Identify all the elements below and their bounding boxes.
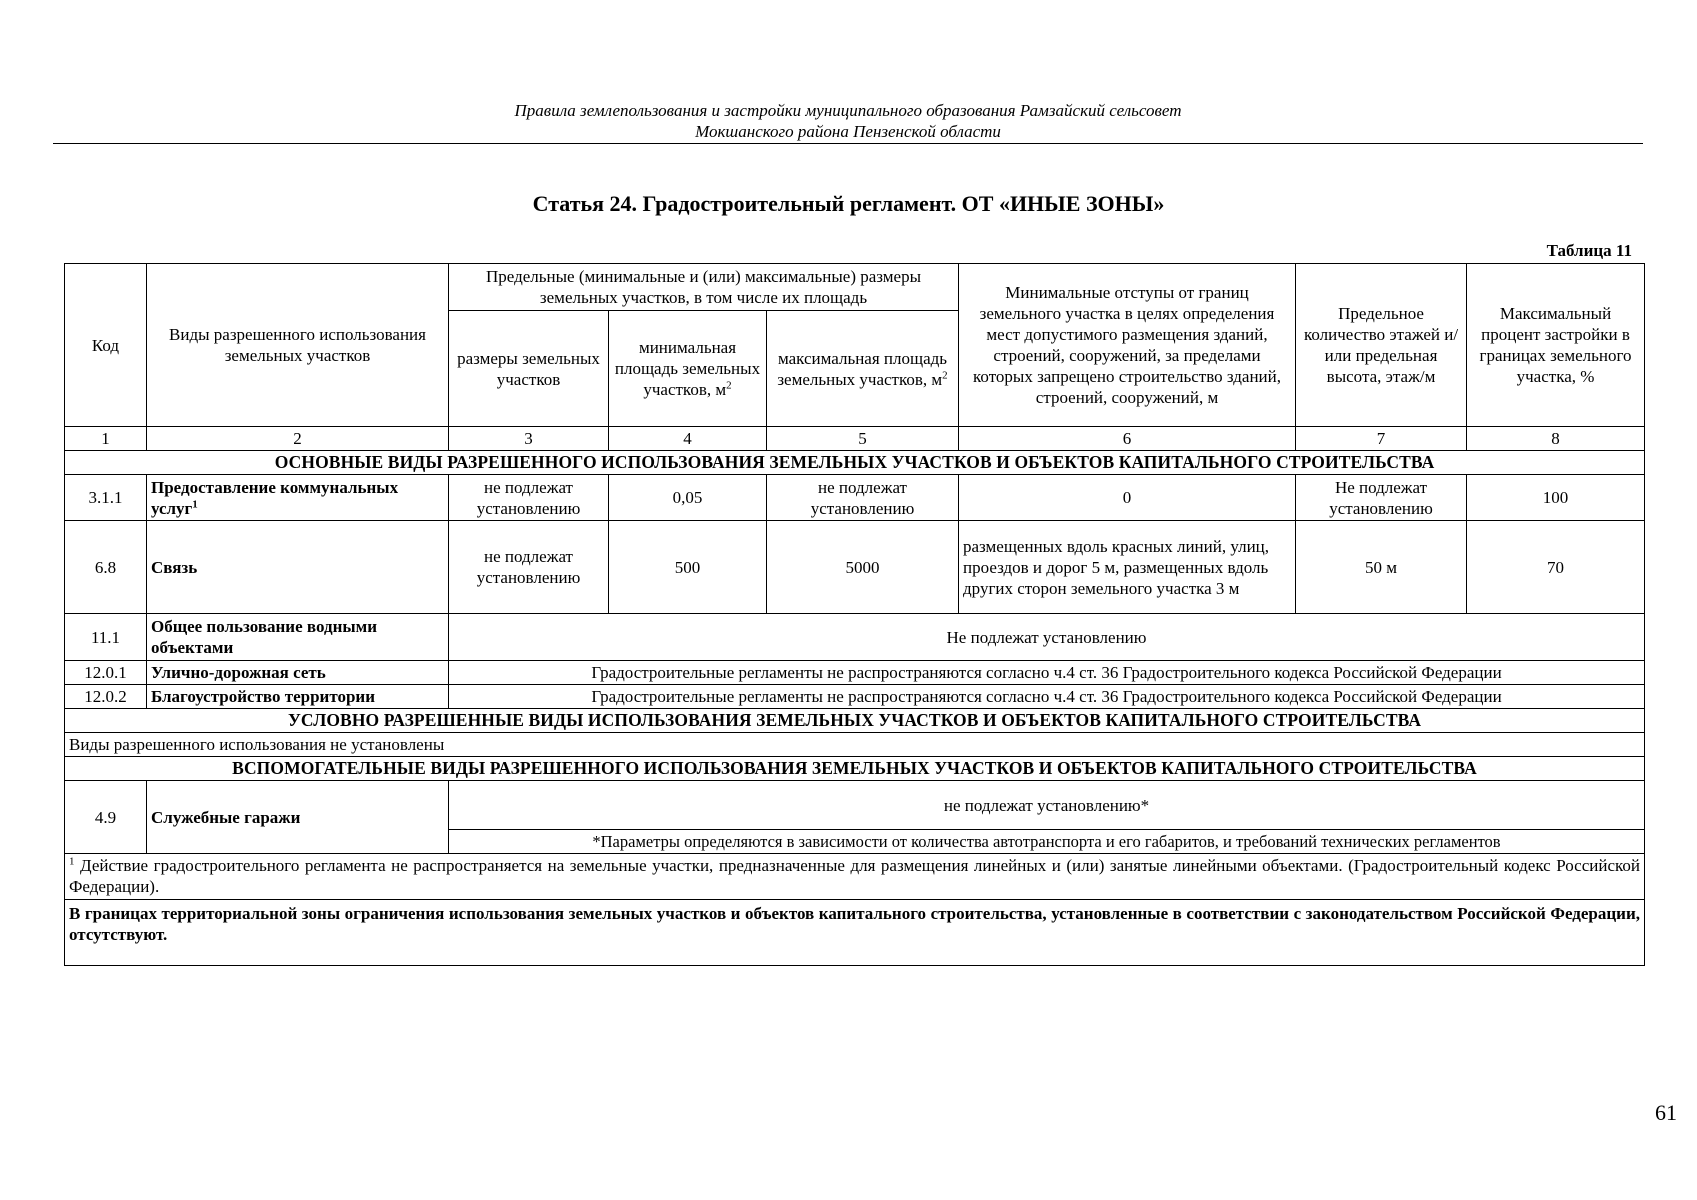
table-label: Таблица 11 [1546, 241, 1632, 260]
restrictions-note: В границах территориальной зоны ограничения использования земельных участков и объектов капитального строительства, установленные в соответствии с законодательством Российской Федерации, отсутствуют. [65, 900, 1645, 966]
page-number: 61 [1655, 1100, 1677, 1125]
col-number: 1 [65, 427, 147, 451]
regulation-table [64, 263, 1645, 966]
row-use-name: Связь [147, 521, 449, 614]
section-row-conditional [65, 709, 1645, 733]
row-use-name: Улично-дорожная сеть [147, 661, 449, 685]
table-row [65, 475, 1645, 521]
row-merged-value: Градостроительные регламенты не распространяются согласно ч.4 ст. 36 Градостроительного кодекса Российской Федерации [449, 661, 1645, 685]
column-number-row [65, 427, 1645, 451]
header-setbacks: Минимальные отступы от границ земельного участка в целях определения мест допустимого размещения зданий, строений, сооружений, за пределами которых запрещено строительство зданий, строений, сооружений, м [959, 264, 1296, 427]
table-row [65, 781, 1645, 830]
row-use-name: Общее пользование водными объектами [147, 614, 449, 661]
row-parameter-note: *Параметры определяются в зависимости от количества автотранспорта и его габаритов, и требований технических регламентов [449, 830, 1645, 854]
document-header [53, 100, 1643, 144]
row-use-name: Благоустройство территории [147, 685, 449, 709]
row-merged-value: Не подлежат установлению [449, 614, 1645, 661]
section-title-main: ОСНОВНЫЕ ВИДЫ РАЗРЕШЕННОГО ИСПОЛЬЗОВАНИЯ ЗЕМЕЛЬНЫХ УЧАСТКОВ И ОБЪЕКТОВ КАПИТАЛЬНОГО СТРОИТЕЛЬСТВА [65, 451, 1645, 475]
col-number: 8 [1467, 427, 1645, 451]
row-code: 3.1.1 [65, 475, 147, 521]
header-code: Код [65, 264, 147, 427]
table-row [65, 733, 1645, 757]
footnote [65, 854, 1645, 900]
table-row [65, 614, 1645, 661]
row-min-area: 0,05 [609, 475, 767, 521]
row-sizes: не подлежат установлению [449, 475, 609, 521]
section-title-auxiliary: ВСПОМОГАТЕЛЬНЫЕ ВИДЫ РАЗРЕШЕННОГО ИСПОЛЬЗОВАНИЯ ЗЕМЕЛЬНЫХ УЧАСТКОВ И ОБЪЕКТОВ КАПИТАЛЬНОГО СТРОИТЕЛЬСТВА [65, 757, 1645, 781]
table-header-row [65, 264, 1645, 311]
row-floors: 50 м [1296, 521, 1467, 614]
col-number: 5 [767, 427, 959, 451]
footnote-mark: 1 [69, 855, 75, 868]
table-row [65, 521, 1645, 614]
header-line-2: Мокшанского района Пензенской области [695, 122, 1001, 141]
row-code: 4.9 [65, 781, 147, 854]
header-line-1: Правила землепользования и застройки муниципального образования Рамзайский сельсовет [514, 101, 1182, 120]
row-code: 11.1 [65, 614, 147, 661]
section-title-conditional: УСЛОВНО РАЗРЕШЕННЫЕ ВИДЫ ИСПОЛЬЗОВАНИЯ ЗЕМЕЛЬНЫХ УЧАСТКОВ И ОБЪЕКТОВ КАПИТАЛЬНОГО СТРОИТЕЛЬСТВА [65, 709, 1645, 733]
table-row [65, 661, 1645, 685]
row-code: 6.8 [65, 521, 147, 614]
row-floors: Не подлежат установлению [1296, 475, 1467, 521]
col-number: 2 [147, 427, 449, 451]
row-use-name: Предоставление коммунальных услуг$^1$ [147, 475, 449, 521]
section-row-main [65, 451, 1645, 475]
footnote-text: Действие градостроительного регламента не распространяется на земельные участки, предназначенные для размещения линейных и (или) занятые линейными объектами. (Градостроительный кодекс Российской Федерации). [69, 856, 1641, 896]
row-use-name: Служебные гаражи [147, 781, 449, 854]
restrictions-row [65, 900, 1645, 966]
header-limits-group: Предельные (минимальные и (или) максимальные) размеры земельных участков, в том числе их площадь [449, 264, 959, 311]
header-use: Виды разрешенного использования земельных участков [147, 264, 449, 427]
row-setbacks: 0 [959, 475, 1296, 521]
header-min-area: минимальная площадь земельных участков, $м^2$ [609, 311, 767, 427]
col-number: 7 [1296, 427, 1467, 451]
row-max-area: не подлежат установлению [767, 475, 959, 521]
row-setbacks: размещенных вдоль красных линий, улиц, проездов и дорог 5 м, размещенных вдоль других сторон земельного участка 3 м [959, 521, 1296, 614]
col-number: 4 [609, 427, 767, 451]
header-sizes: размеры земельных участков [449, 311, 609, 427]
table-row [65, 685, 1645, 709]
row-coverage: 70 [1467, 521, 1645, 614]
footnote-row [65, 854, 1645, 900]
conditional-text: Виды разрешенного использования не установлены [65, 733, 1645, 757]
row-min-area: 500 [609, 521, 767, 614]
article-title: Статья 24. Градостроительный регламент. ОТ «ИНЫЕ ЗОНЫ» [532, 191, 1165, 216]
header-floors: Предельное количество этажей и/или предельная высота, этаж/м [1296, 264, 1467, 427]
row-sizes: не подлежат установлению [449, 521, 609, 614]
col-number: 6 [959, 427, 1296, 451]
section-row-auxiliary [65, 757, 1645, 781]
header-coverage: Максимальный процент застройки в границах земельного участка, % [1467, 264, 1645, 427]
row-merged-value: не подлежат установлению* [449, 781, 1645, 830]
row-coverage: 100 [1467, 475, 1645, 521]
row-max-area: 5000 [767, 521, 959, 614]
header-max-area: максимальная площадь земельных участков, $м^2$ [767, 311, 959, 427]
row-code: 12.0.2 [65, 685, 147, 709]
row-merged-value: Градостроительные регламенты не распространяются согласно ч.4 ст. 36 Градостроительного кодекса Российской Федерации [449, 685, 1645, 709]
row-code: 12.0.1 [65, 661, 147, 685]
col-number: 3 [449, 427, 609, 451]
